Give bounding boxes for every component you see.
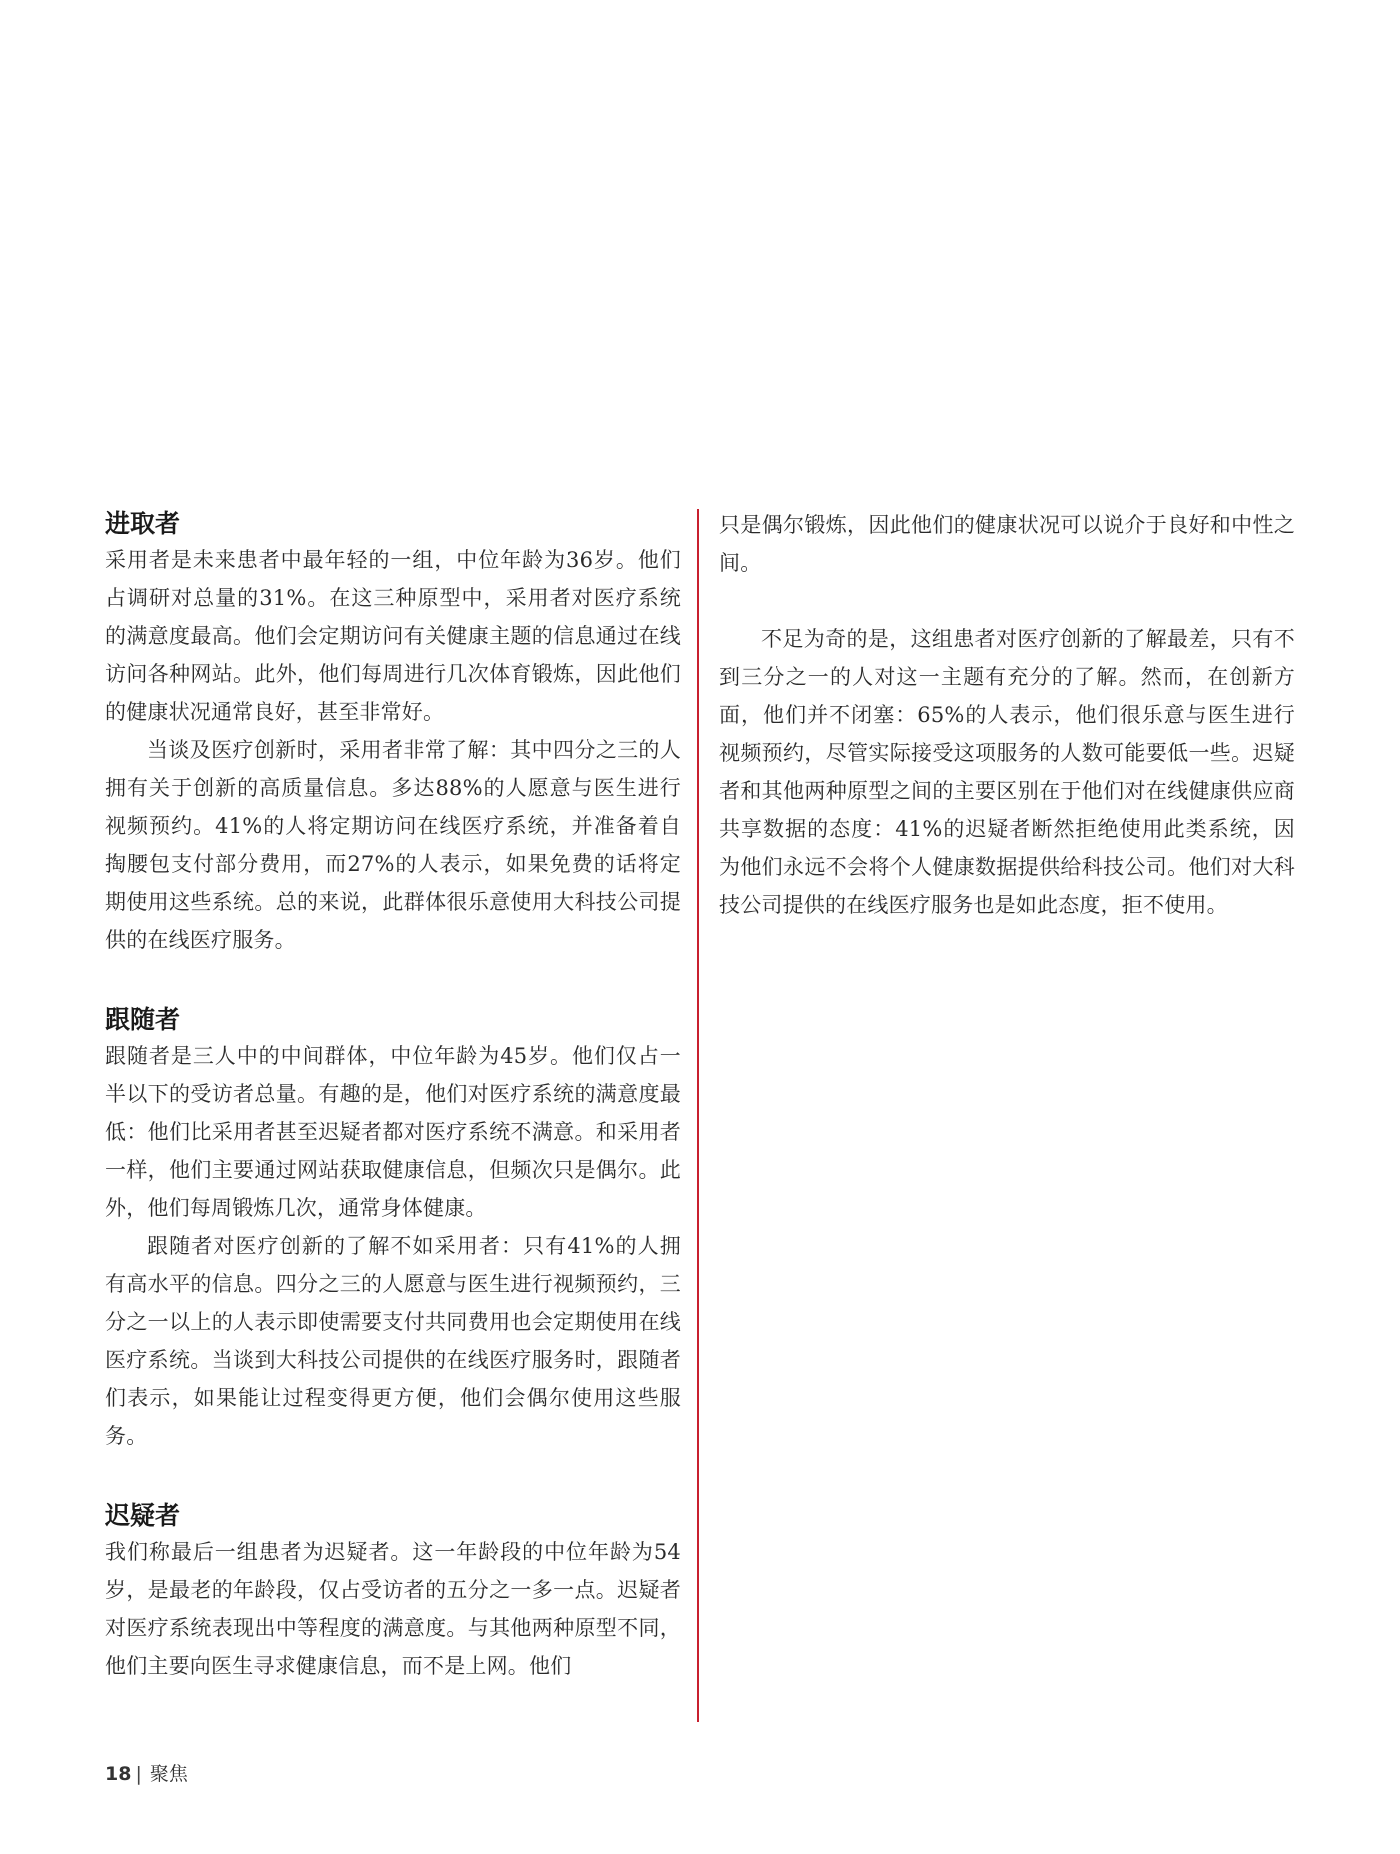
paragraph-spacer — [719, 582, 1295, 620]
adopters-paragraph-1: 采用者是未来患者中最年轻的一组，中位年龄为36岁。他们占调研对总量的31%。在这三种原型中，采用者对医疗系统的满意度最高。他们会定期访问有关健康主题的信息通过在线访问各种网站。此外，他们每周进行几次体育锻炼，因此他们的健康状况通常良好，甚至非常好。 — [105, 548, 681, 724]
hesitaters-paragraph-1: 我们称最后一组患者为迟疑者。这一年龄段的中位年龄为54岁，是最老的年龄段，仅占受访者的五分之一多一点。迟疑者对医疗系统表现出中等程度的满意度。与其他两种原型不同，他们主要向医生寻求健康信息，而不是上网。他们 — [105, 1540, 681, 1678]
section-title-followers: 跟随者 — [105, 1005, 181, 1034]
followers-paragraph-2: 跟随者对医疗创新的了解不如采用者：只有41%的人拥有高水平的信息。四分之三的人愿意与医生进行视频预约，三分之一以上的人表示即使需要支付共同费用也会定期使用在线医疗系统。当谈到大科技公司提供的在线医疗服务时，跟随者们表示，如果能让过程变得更方便，他们会偶尔使用这些服务。 — [105, 1234, 681, 1448]
section-hesitaters — [105, 1499, 681, 1685]
followers-paragraph-1: 跟随者是三人中的中间群体，中位年龄为45岁。他们仅占一半以下的受访者总量。有趣的是，他们对医疗系统的满意度最低：他们比采用者甚至迟疑者都对医疗系统不满意。和采用者一样，他们主要通过网站获取健康信息，但频次只是偶尔。此外，他们每周锻炼几次，通常身体健康。 — [105, 1044, 681, 1220]
right-column — [719, 506, 1295, 924]
hesitaters-paragraph-2: 不足为奇的是，这组患者对医疗创新的了解最差，只有不到三分之一的人对这一主题有充分的了解。然而，在创新方面，他们并不闭塞：65%的人表示，他们很乐意与医生进行视频预约，尽管实际接受这项服务的人数可能要低一些。迟疑者和其他两种原型之间的主要区别在于他们对在线健康供应商共享数据的态度：41%的迟疑者断然拒绝使用此类系统，因为他们永远不会将个人健康数据提供给科技公司。他们对大科技公司提供的在线医疗服务也是如此态度，拒不使用。 — [719, 627, 1295, 917]
column-divider — [697, 509, 699, 1722]
left-column — [105, 495, 681, 1729]
hesitaters-continuation: 只是偶尔锻炼，因此他们的健康状况可以说介于良好和中性之间。 — [719, 513, 1295, 575]
section-title-adopters: 进取者 — [105, 509, 181, 538]
section-followers — [105, 1003, 681, 1455]
page-footer — [105, 1759, 188, 1786]
page-number: 18 — [105, 1763, 132, 1785]
section-label: 聚焦 — [149, 1763, 188, 1785]
section-title-hesitaters: 迟疑者 — [105, 1501, 181, 1530]
section-adopters — [105, 507, 681, 959]
adopters-paragraph-2: 当谈及医疗创新时，采用者非常了解：其中四分之三的人拥有关于创新的高质量信息。多达88%的人愿意与医生进行视频预约。41%的人将定期访问在线医疗系统，并准备着自掏腰包支付部分费用，而27%的人表示，如果免费的话将定期使用这些系统。总的来说，此群体很乐意使用大科技公司提供的在线医疗服务。 — [105, 738, 681, 952]
footer-separator: | — [135, 1763, 142, 1785]
